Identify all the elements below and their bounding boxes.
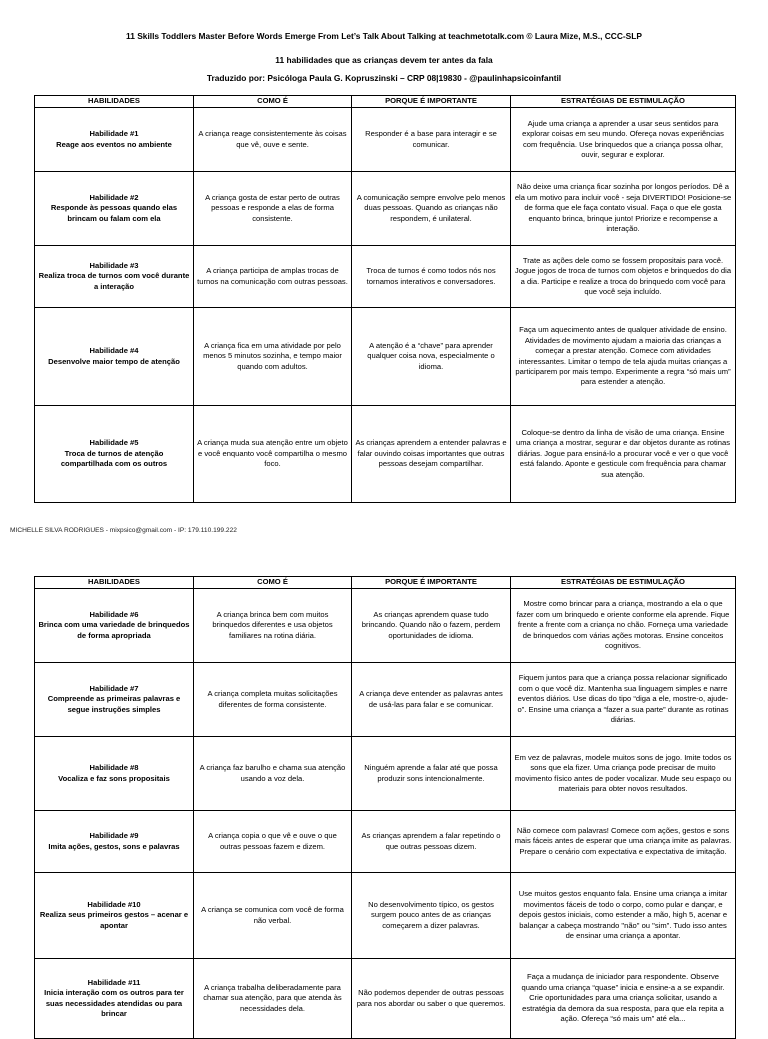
how-cell: A criança faz barulho e chama sua atenção usando a voz dela. [194,737,352,811]
skill-name: Compreende as primeiras palavras e segue instruções simples [47,694,181,714]
table-row [35,172,736,246]
column-header-skills: HABILIDADES [35,96,194,108]
skill-cell [35,959,194,1039]
skill-name: Desenvolve maior tempo de atenção [48,356,180,366]
skill-number: Habilidade #9 [89,831,139,841]
how-cell: A criança reage consistentemente às coisas que vê, ouve e sente. [194,108,352,172]
skill-number: Habilidade #3 [89,260,139,270]
skill-number: Habilidade #10 [87,899,141,909]
skill-name: Realiza seus primeiros gestos – acenar e apontar [39,910,189,930]
why-cell: Troca de turnos é como todos nós nos tornamos interativos e conversadores. [352,246,511,308]
strategies-cell: Não comece com palavras! Comece com ações, gestos e sons mais fáceis antes de esperar que uma criança imite as palavras. Prepare o cenário com expectativa e expectativa de imitação. [511,811,736,873]
how-cell: A criança brinca bem com muitos brinquedos diferentes e usa objetos familiares na rotina diária. [194,589,352,663]
skill-name: Brinca com uma variedade de brinquedos de forma apropriada [38,620,190,640]
column-header-how: COMO É [194,577,352,589]
strategies-cell: Faça um aquecimento antes de qualquer atividade de ensino. Atividades de movimento ajudam a maioria das crianças a começar a prestar atenção. Comece com atividades interessantes. Limitar o tempo de tela ajuda muitas crianças a participarem por mais tempo. Experimente a regra “só mais um” para estender a atenção. [511,308,736,406]
table-row [35,737,736,811]
skill-name: Responde às pessoas quando elas brincam ou falam com ela [50,203,178,223]
skill-cell [35,737,194,811]
skill-cell [35,873,194,959]
strategies-cell: Em vez de palavras, modele muitos sons de jogo. Imite todos os sons que ela fizer. Uma criança pode precisar de muito movimento físico antes de poder vocalizar. Mude seu espaço ou materiais para obter novos resultados. [511,737,736,811]
skill-cell [35,308,194,406]
strategies-cell: Faça a mudança de iniciador para respondente. Observe quando uma criança “quase” inicia e ensine-a a se expandir. Crie oportunidades para uma criança solicitar, usando a estratégia da demora da sua resposta, para que ela repita a ação. Ofereça “só mais um” até ela... [511,959,736,1039]
table-row [35,108,736,172]
how-cell: A criança trabalha deliberadamente para chamar sua atenção, para que atenda às necessidades dela. [194,959,352,1039]
table-row [35,246,736,308]
strategies-cell: Não deixe uma criança ficar sozinha por longos períodos. Dê a ela um motivo para incluir você - seja DIVERTIDO! Posicione-se de forma que ele faça contato visual. Faça o que ele gosta enquanto brinca, brinque junto! Priorize e recompense a interação. [511,172,736,246]
column-header-why: PORQUE É IMPORTANTE [352,96,511,108]
column-header-how: COMO É [194,96,352,108]
why-cell: A comunicação sempre envolve pelo menos duas pessoas. Quando as crianças não respondem, é unilateral. [352,172,511,246]
how-cell: A criança se comunica com você de forma não verbal. [194,873,352,959]
skill-cell [35,406,194,503]
strategies-cell: Trate as ações dele como se fossem propositais para você. Jogue jogos de troca de turnos com objetos e brinquedos do dia a dia. Participe e realize a troca do brinquedo com você para que você seja incluído. [511,246,736,308]
why-cell: Ninguém aprende a falar até que possa produzir sons intencionalmente. [352,737,511,811]
skill-cell [35,246,194,308]
strategies-cell: Coloque-se dentro da linha de visão de uma criança. Ensine uma criança a mostrar, segurar e dar objetos durante as rotinas diárias. Jogue para ensiná-lo a procurar você e ver o que você está falando. Aponte e gesticule com frequência para chamar sua atenção. [511,406,736,503]
how-cell: A criança copia o que vê e ouve o que outras pessoas fazem e dizem. [194,811,352,873]
column-header-strategies: ESTRATÉGIAS DE ESTIMULAÇÃO [511,96,736,108]
table-header-row [35,96,736,108]
column-header-skills: HABILIDADES [35,577,194,589]
skill-cell [35,589,194,663]
column-header-why: PORQUE É IMPORTANTE [352,577,511,589]
table-row [35,873,736,959]
strategies-cell: Fiquem juntos para que a criança possa relacionar significado com o que você diz. Mantenha sua linguagem simples e narre eventos diários. Use dicas do tipo “diga a ele, mostre-o, ajude-o”. Ensine uma criança a “fazer a sua parte” durante as rotinas diárias. [511,663,736,737]
skill-name: Realiza troca de turnos com você durante a interação [38,271,190,291]
skill-name: Troca de turnos de atenção compartilhada com os outros [60,448,168,469]
document-title: 11 Skills Toddlers Master Before Words Emerge From Let’s Talk About Talking at teachmetotalk.com © Laura Mize, M.S., CCC-SLP [126,31,642,41]
table-header-row [35,577,736,589]
why-cell: A criança deve entender as palavras antes de usá-las para falar e se comunicar. [352,663,511,737]
how-cell: A criança completa muitas solicitações diferentes de forma consistente. [194,663,352,737]
why-cell: As crianças aprendem quase tudo brincando. Quando não o fazem, perdem oportunidades de idioma. [352,589,511,663]
skill-name: Inicia interação com os outros para ter suas necessidades atendidas ou para brincar [44,988,184,1018]
why-cell: As crianças aprendem a entender palavras e falar ouvindo coisas importantes que outras pessoas desejam compartilhar. [352,406,511,503]
skill-name: Vocaliza e faz sons propositais [58,773,170,783]
skill-number: Habilidade #8 [89,763,139,773]
skill-cell [35,172,194,246]
skill-number: Habilidade #2 [89,192,139,202]
table-row [35,663,736,737]
document-subtitle: 11 habilidades que as crianças devem ter antes da fala [275,55,493,65]
table-row [35,811,736,873]
strategies-cell: Use muitos gestos enquanto fala. Ensine uma criança a imitar movimentos fáceis de todo o corpo, como pular e dançar, e depois gestos iniciais, como estender a mão, high 5, acenar e balançar a cabeça mostrando "não" ou "sim". Tudo isso antes de ensinar uma criança a apontar. [511,873,736,959]
table-row [35,308,736,406]
skill-name: Imita ações, gestos, sons e palavras [48,841,180,851]
table-row [35,589,736,663]
table-row [35,406,736,503]
how-cell: A criança muda sua atenção entre um objeto e você enquanto você compartilha o mesmo foco. [194,406,352,503]
translator-credit: Traduzido por: Psicóloga Paula G. Kopruszinski – CRP 08|19830 - @paulinhapsicoinfantil [206,73,562,83]
skill-number: Habilidade #5 [89,438,139,448]
skill-number: Habilidade #11 [87,977,141,987]
watermark-footer: MICHELLE SILVA RODRIGUES - mixpsico@gmail.com - IP: 179.110.199.222 [10,527,237,534]
why-cell: Responder é a base para interagir e se comunicar. [352,108,511,172]
how-cell: A criança fica em uma atividade por pelo menos 5 minutos sozinha, e tempo maior quando com adultos. [194,308,352,406]
why-cell: Não podemos depender de outras pessoas para nos abordar ou saber o que queremos. [352,959,511,1039]
skill-number: Habilidade #7 [89,683,139,693]
skill-name: Reage aos eventos no ambiente [56,139,172,149]
skill-cell [35,811,194,873]
skills-table-page-2 [34,576,736,1039]
how-cell: A criança participa de amplas trocas de turnos na comunicação com outras pessoas. [194,246,352,308]
skill-cell [35,108,194,172]
skill-number: Habilidade #6 [89,609,139,619]
why-cell: No desenvolvimento típico, os gestos surgem pouco antes de as crianças começarem a dizer palavras. [352,873,511,959]
why-cell: A atenção é a “chave” para aprender qualquer coisa nova, especialmente o idioma. [352,308,511,406]
skill-number: Habilidade #1 [89,129,139,139]
how-cell: A criança gosta de estar perto de outras pessoas e responde a elas de forma consistente. [194,172,352,246]
strategies-cell: Mostre como brincar para a criança, mostrando a ela o que fazer com um brinquedo e oriente conforme ela aprende. Fique frente a frente com a criança no chão. Forneça uma variedade de brinquedos com várias ações motoras. Ensine conceitos cognitivos. [511,589,736,663]
table-row [35,959,736,1039]
skill-number: Habilidade #4 [89,346,139,356]
skill-cell [35,663,194,737]
why-cell: As crianças aprendem a falar repetindo o que outras pessoas dizem. [352,811,511,873]
column-header-strategies: ESTRATÉGIAS DE ESTIMULAÇÃO [511,577,736,589]
skills-table-page-1 [34,95,736,503]
strategies-cell: Ajude uma criança a aprender a usar seus sentidos para explorar coisas em seu mundo. Ofereça novas experiências com frequência. Use brinquedos que a criança possa olhar, ouvir, segurar e explorar. [511,108,736,172]
